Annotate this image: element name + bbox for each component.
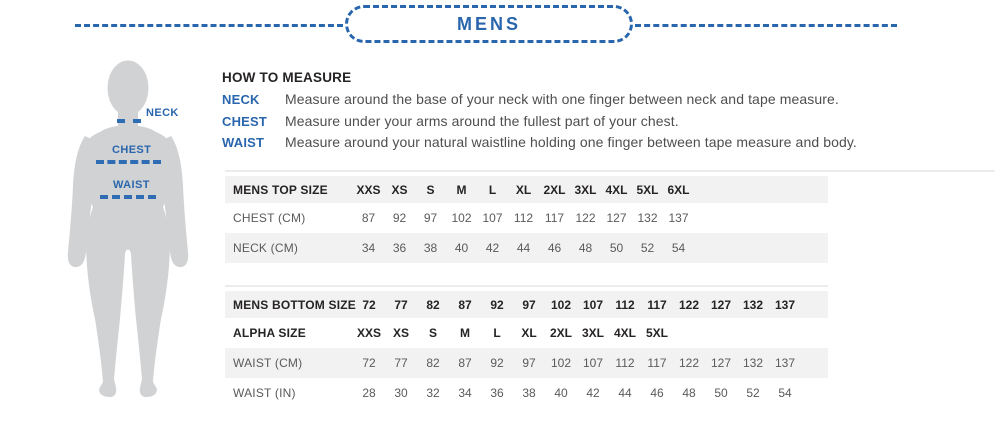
size-value-cell: 132 <box>637 211 658 225</box>
silhouette-neck <box>118 102 138 128</box>
size-value-cell: XS <box>391 182 408 197</box>
row-label: WAIST (IN) <box>233 386 296 400</box>
size-value-cell: 72 <box>362 297 376 312</box>
size-value-cell: S <box>426 182 435 197</box>
body-silhouette <box>55 56 215 401</box>
table-row <box>225 318 828 348</box>
table-top-divider <box>225 170 995 172</box>
size-value-cell: 92 <box>490 356 504 370</box>
size-value-cell: 44 <box>516 241 531 255</box>
size-value-cell: 5XL <box>636 182 659 197</box>
header-dashed-line-left <box>75 24 343 27</box>
size-value-cell: 127 <box>710 297 732 312</box>
size-value-cell: 87 <box>458 356 472 370</box>
size-value-cell: 97 <box>522 356 536 370</box>
size-value-cell: 2XL <box>543 182 566 197</box>
size-value-cell: 87 <box>458 297 472 312</box>
table-row <box>225 378 828 408</box>
size-value-cell: 127 <box>606 211 627 225</box>
size-value-cell: 46 <box>547 241 562 255</box>
size-value-cell: 52 <box>640 241 655 255</box>
size-value-cell: 107 <box>482 211 503 225</box>
size-value-cell: 107 <box>582 356 604 370</box>
table-row <box>225 233 828 263</box>
size-value-cell: 34 <box>361 241 376 255</box>
size-value-cell: 28 <box>362 386 376 400</box>
row-label: MENS TOP SIZE <box>233 182 328 197</box>
size-value-cell: 50 <box>714 386 728 400</box>
measure-term-waist: WAIST <box>222 135 265 150</box>
size-value-cell: 46 <box>650 386 664 400</box>
size-value-cell: 97 <box>522 297 536 312</box>
size-value-cell: 132 <box>742 356 764 370</box>
measure-description: Measure around the base of your neck with one finger between neck and tape measure. <box>285 91 839 107</box>
size-value-cell: 122 <box>678 356 700 370</box>
measure-description: Measure around your natural waistline holding one finger between tape measure and body. <box>285 134 857 150</box>
size-value-cell: 72 <box>362 356 376 370</box>
size-value-cell: 3XL <box>574 182 597 197</box>
figure-waist-label: WAIST <box>113 179 150 191</box>
measure-term-chest: CHEST <box>222 113 268 129</box>
size-value-cell: 44 <box>618 386 632 400</box>
size-value-cell: 77 <box>394 356 408 370</box>
mens-bottom-size-table <box>225 291 828 408</box>
size-value-cell: 92 <box>392 211 407 225</box>
header-pill <box>345 5 633 43</box>
size-value-cell: 3XL <box>581 326 604 340</box>
size-value-cell: 4XL <box>613 326 636 340</box>
size-value-cell: 137 <box>668 211 689 225</box>
size-value-cell: 36 <box>490 386 504 400</box>
size-value-cell: 112 <box>615 297 635 312</box>
measure-term-neck: NECK <box>222 92 260 107</box>
size-value-cell: 82 <box>426 297 440 312</box>
size-value-cell: 2XL <box>549 326 572 340</box>
size-value-cell: 50 <box>609 241 624 255</box>
size-value-cell: 97 <box>423 211 438 225</box>
waist-measure-line <box>100 195 156 199</box>
size-value-cell: 117 <box>544 211 565 225</box>
size-value-cell: 40 <box>454 241 469 255</box>
how-to-measure-list <box>222 89 857 154</box>
row-label: CHEST (CM) <box>233 211 306 225</box>
table-row <box>225 176 828 203</box>
size-value-cell: 132 <box>742 297 764 312</box>
size-value-cell: 5XL <box>645 326 668 340</box>
measure-description: Measure under your arms around the fullest part of your chest. <box>285 112 679 129</box>
size-value-cell: 117 <box>647 297 667 312</box>
size-value-cell: 107 <box>582 297 604 312</box>
size-value-cell: 92 <box>490 297 504 312</box>
size-value-cell: 42 <box>586 386 600 400</box>
mens-top-size-table <box>225 176 828 263</box>
size-value-cell: 102 <box>550 297 572 312</box>
size-value-cell: 54 <box>671 241 686 255</box>
size-value-cell: 52 <box>746 386 760 400</box>
size-value-cell: L <box>488 182 497 197</box>
size-value-cell: 137 <box>774 356 796 370</box>
size-value-cell: 48 <box>578 241 593 255</box>
size-value-cell: 77 <box>394 297 408 312</box>
size-value-cell: XXS <box>356 182 381 197</box>
row-label: NECK (CM) <box>233 241 299 255</box>
neck-measure-line <box>117 119 141 123</box>
figure-neck-label: NECK <box>146 107 179 119</box>
table-row <box>225 348 828 378</box>
size-value-cell: 48 <box>682 386 696 400</box>
size-value-cell: 40 <box>554 386 568 400</box>
size-value-cell: 112 <box>615 356 635 370</box>
size-value-cell: 122 <box>678 297 700 312</box>
size-value-cell: 38 <box>522 386 536 400</box>
size-value-cell: 36 <box>392 241 407 255</box>
size-value-cell: M <box>460 326 470 340</box>
size-value-cell: 122 <box>575 211 596 225</box>
measure-instruction-row <box>222 132 857 154</box>
size-value-cell: 102 <box>550 356 572 370</box>
size-value-cell: M <box>456 182 467 197</box>
how-to-measure-title: HOW TO MEASURE <box>222 70 352 85</box>
size-value-cell: L <box>493 326 501 340</box>
size-value-cell: 34 <box>458 386 472 400</box>
size-value-cell: XXS <box>356 326 381 340</box>
row-label: MENS BOTTOM SIZE <box>233 297 356 312</box>
chest-measure-line <box>96 160 161 164</box>
size-value-cell: 82 <box>426 356 440 370</box>
measure-instruction-row <box>222 111 857 133</box>
row-label: ALPHA SIZE <box>233 326 306 340</box>
size-value-cell: 4XL <box>605 182 628 197</box>
size-value-cell: 30 <box>394 386 408 400</box>
size-value-cell: 54 <box>778 386 792 400</box>
size-value-cell: 32 <box>426 386 440 400</box>
figure-chest-label: CHEST <box>112 144 152 156</box>
size-value-cell: 87 <box>361 211 376 225</box>
size-value-cell: S <box>428 326 437 340</box>
size-value-cell: 38 <box>423 241 438 255</box>
size-value-cell: 137 <box>774 297 796 312</box>
page-title: MENS <box>456 13 521 34</box>
size-value-cell: 112 <box>513 211 534 225</box>
table-row <box>225 291 828 318</box>
size-value-cell: XL <box>515 182 532 197</box>
measure-instruction-row <box>222 89 857 111</box>
size-value-cell: XS <box>392 326 409 340</box>
size-value-cell: XL <box>521 326 537 340</box>
table-bottom-divider <box>225 285 828 287</box>
size-value-cell: 117 <box>647 356 667 370</box>
size-value-cell: 127 <box>710 356 732 370</box>
header-dashed-line-right <box>635 24 897 27</box>
table-row <box>225 203 828 233</box>
row-label: WAIST (CM) <box>233 356 303 370</box>
size-value-cell: 102 <box>451 211 472 225</box>
size-value-cell: 6XL <box>667 182 690 197</box>
size-value-cell: 42 <box>485 241 500 255</box>
